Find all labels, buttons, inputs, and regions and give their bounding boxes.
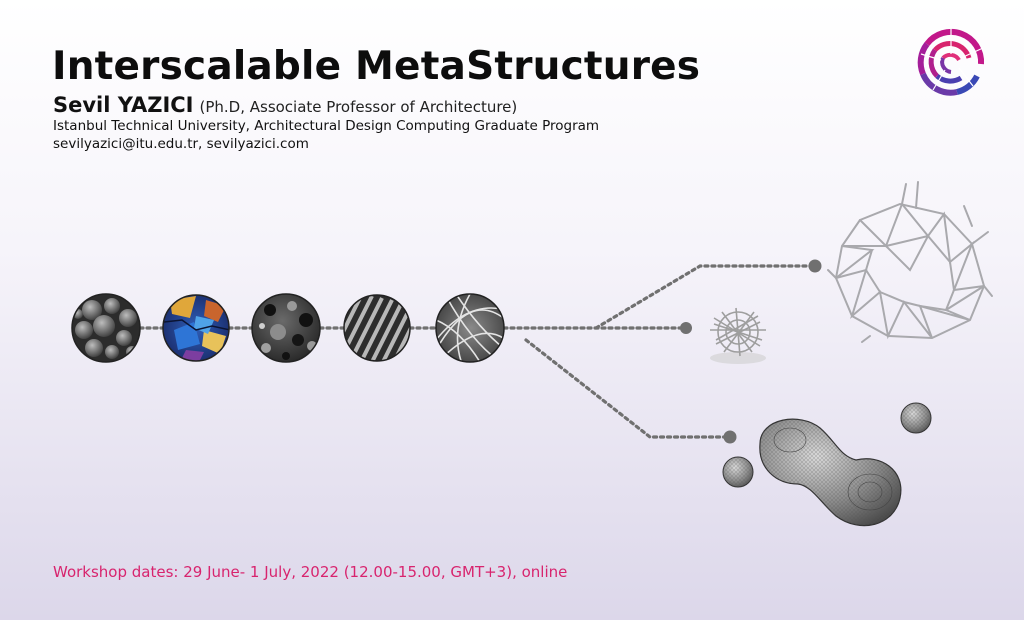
crystal-micrograph-image [160,292,232,364]
contact-info: sevilyazici@itu.edu.tr, sevilyazici.com [53,136,309,152]
large-lattice-image [828,182,992,342]
porous-micrograph-image [250,292,322,364]
workshop-dates: Workshop dates: 29 June- 1 July, 2022 (12.00-15.00, GMT+3), online [53,563,568,581]
spiral-logo [921,28,983,93]
microscopy-spheres-image [70,292,142,364]
affiliation: Istanbul Technical University, Architectural Design Computing Graduate Program [53,118,600,134]
author-name: Sevil YAZICI [53,93,194,117]
small-lattice-image [710,308,766,364]
fiber-micrograph-image [434,292,508,364]
page-title: Interscalable MetaStructures [52,44,701,89]
author-role: (Ph.D, Associate Professor of Architecture) [199,98,518,116]
blob-mesh-image [723,403,931,526]
